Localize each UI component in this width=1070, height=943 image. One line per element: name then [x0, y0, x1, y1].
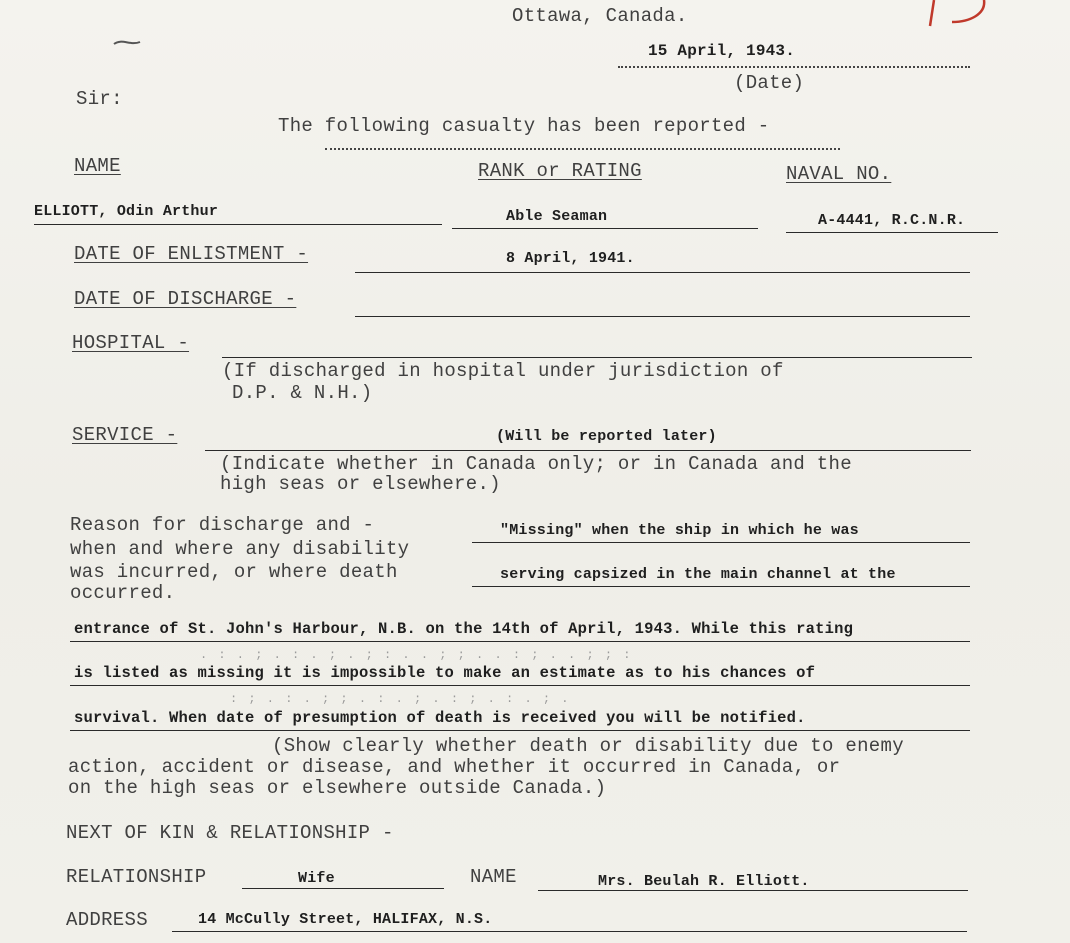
reason-label-2: when and where any disability: [70, 538, 410, 560]
reason-note-1: (Show clearly whether death or disability due to enemy: [272, 735, 904, 757]
reason-text-5: survival. When date of presumption of death is received you will be notified.: [74, 709, 806, 727]
hospital-note-1: (If discharged in hospital under jurisdiction of: [222, 360, 784, 382]
hospital-line: [222, 357, 972, 358]
reason-text-2: serving capsized in the main channel at the: [500, 566, 896, 583]
col-rank-heading: RANK or RATING: [478, 160, 642, 182]
service-value: (Will be reported later): [496, 428, 717, 445]
service-line: [205, 450, 971, 451]
reason-label-3: was incurred, or where death: [70, 561, 398, 583]
kin-name-value: Mrs. Beulah R. Elliott.: [598, 873, 810, 890]
reason-label-4: occurred.: [70, 582, 176, 604]
reason-line-5: [70, 730, 970, 731]
report-date: 15 April, 1943.: [648, 42, 796, 60]
date-dotted-line: [618, 66, 970, 68]
reason-text-4: is listed as missing it is impossible to make an estimate as to his chances of: [74, 664, 816, 682]
reason-text-1: "Missing" when the ship in which he was: [500, 522, 859, 539]
faint-bleed-through-2: : ; . : . ; ; . : . ; . : ; . : . ; .: [230, 692, 571, 706]
col-naval-no-heading: NAVAL NO.: [786, 163, 892, 185]
faint-bleed-through-1: . : . ; . : . ; . ; : . . ; ; . . : ; . . ; ; :: [200, 648, 633, 662]
discharge-label: DATE OF DISCHARGE -: [74, 288, 297, 310]
reason-line-4: [70, 685, 970, 686]
ink-smudge: [112, 36, 142, 50]
person-rank-line: [452, 228, 758, 229]
kin-name-line: [538, 890, 968, 891]
reason-line-2: [472, 586, 970, 587]
reason-line-3: [70, 641, 970, 642]
person-name: ELLIOTT, Odin Arthur: [34, 203, 219, 220]
person-naval-no: A-4441, R.C.N.R.: [818, 212, 966, 229]
reason-label-1: Reason for discharge and -: [70, 514, 375, 536]
service-note-2: high seas or elsewhere.): [220, 473, 501, 495]
service-label: SERVICE -: [72, 424, 178, 446]
col-name-heading: NAME: [74, 155, 121, 177]
intro-dotted-line: [325, 148, 840, 150]
discharge-line: [355, 316, 970, 317]
red-pencil-mark: [920, 0, 1000, 30]
address-line: [172, 931, 967, 932]
relationship-label: RELATIONSHIP: [66, 866, 207, 888]
reason-note-3: on the high seas or elsewhere outside Canada.): [68, 777, 607, 799]
person-rank: Able Seaman: [506, 208, 608, 225]
enlistment-line: [355, 272, 970, 273]
enlistment-label: DATE OF ENLISTMENT -: [74, 243, 309, 265]
date-caption: (Date): [734, 72, 805, 94]
next-of-kin-heading: NEXT OF KIN & RELATIONSHIP -: [66, 822, 394, 844]
relationship-value: Wife: [298, 870, 335, 887]
address-label: ADDRESS: [66, 909, 148, 931]
service-note-1: (Indicate whether in Canada only; or in Canada and the: [220, 453, 852, 475]
relationship-line: [242, 888, 444, 889]
hospital-label: HOSPITAL -: [72, 332, 190, 354]
person-naval-no-line: [786, 232, 998, 233]
kin-name-label: NAME: [470, 866, 517, 888]
reason-note-2: action, accident or disease, and whether it occurred in Canada, or: [68, 756, 841, 778]
address-value: 14 McCully Street, HALIFAX, N.S.: [198, 911, 493, 928]
reason-text-3: entrance of St. John's Harbour, N.B. on the 14th of April, 1943. While this rating: [74, 620, 854, 638]
hospital-note-2: D.P. & N.H.): [232, 382, 373, 404]
enlistment-value: 8 April, 1941.: [506, 250, 635, 267]
person-name-line: [34, 224, 442, 225]
reason-line-1: [472, 542, 970, 543]
place-line: Ottawa, Canada.: [512, 5, 688, 27]
intro-text: The following casualty has been reported -: [278, 115, 770, 137]
salutation: Sir:: [76, 88, 123, 110]
